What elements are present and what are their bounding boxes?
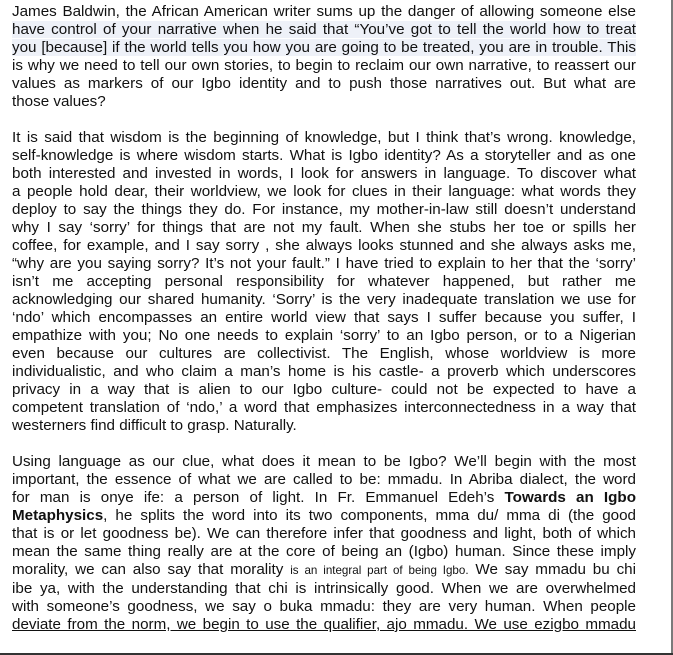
book-title-part2: Metaphysics: [12, 507, 104, 524]
text-line: important, the essence of what we are called to be: mmadu. In Abriba dialect, the word: [12, 471, 636, 488]
text-line: James Baldwin, the African American writer sums up the danger of allowing someone else: [12, 3, 636, 20]
text-line: deviate from the norm, we begin to use the qualifier, ajo mmadu. We use ezigbo mmadu: [12, 616, 636, 633]
text-segment: , he splits the word into its two components, mma du/ mma di (the good: [103, 507, 636, 524]
text-line: [12, 507, 636, 525]
text-line: coffee, for example, and I say sorry , she always looks stunned and she always asks me,: [12, 237, 636, 254]
text-line: even because our cultures are collectivist. The English, whose worldview is more: [12, 345, 636, 362]
text-segment: for man is onye ife: a person of light. In Fr. Emmanuel Edeh’s: [12, 489, 495, 506]
text-line: a people hold dear, their worldview, we look for clues in their language: what words they: [12, 183, 636, 200]
text-line: with someone’s goodness, we say o buka mmadu: they are very human. When people: [12, 598, 636, 615]
text-line: mean the same thing really are at the core of being an (Igbo) human. Since these imply: [12, 543, 636, 560]
text-line: empathize with you; No one needs to explain ‘sorry’ to an Igbo person, or to a Nigerian: [12, 327, 636, 344]
text-line: acknowledging our shared humanity. ‘Sorry’ is the very inadequate translation we use for: [12, 291, 636, 308]
document-body: [12, 3, 636, 634]
text-line: why I say ‘sorry’ for things that are not my fault. When she stubs her toe or spills her: [12, 219, 636, 236]
text-line: [12, 39, 636, 57]
text-line: those values?: [12, 93, 106, 110]
text-line: competent translation of ‘ndo,’ a word that emphasizes interconnectedness in a way that: [12, 399, 636, 416]
text-line: self-knowledge is where wisdom starts. What is Igbo identity? As a storyteller and as one: [12, 147, 636, 164]
text-line: isn’t me accepting personal responsibility for whatever happened, but rather me: [12, 273, 636, 290]
text-line: westerners find difficult to grasp. Naturally.: [12, 417, 297, 434]
paragraph-igbo-language: [12, 453, 636, 634]
text-line: individualistic, and who claim a man’s home is his castle- a proverb which underscores: [12, 363, 636, 380]
book-title-part1: Towards an Igbo: [504, 489, 636, 506]
text-line: ibe ya, with the understanding that chi is intrinsically good. When we are overwhelmed: [12, 580, 636, 597]
text-line: [12, 561, 636, 580]
text-line: [12, 489, 636, 507]
paragraph-wisdom-ndo: [12, 129, 636, 435]
text-segment: We say mmadu bu chi: [468, 561, 636, 578]
text-line: is why we need to tell our own stories, to begin to reclaim our own narrative, to reassert our: [12, 57, 636, 74]
text-line: that is or let goodness be). We can therefore infer that goodness and light, both of which: [12, 525, 636, 542]
text-line: [12, 21, 636, 39]
text-line: Using language as our clue, what does it mean to be Igbo? We’ll begin with the most: [12, 453, 636, 470]
text-line: privacy in a way that is alien to our Igbo culture- could not be expected to have a: [12, 381, 636, 398]
text-line: “why are you saying sorry? It’s not your fault.” I have tried to explain to her that the ‘sorry’: [12, 255, 636, 272]
text-line: values as markers of our Igbo identity and to push those narratives out. But what are: [12, 75, 636, 92]
highlighted-text: you [because] if the world tells you how you are going to be treated, you are in trouble. This: [12, 39, 636, 56]
text-line: ‘ndo’ which encompasses an entire world view that says I suffer because you suffer, I: [12, 309, 636, 326]
text-line: both interested and invested in words, I look for answers in language. To discover what: [12, 165, 636, 182]
small-text-segment: is an integral part of being Igbo.: [290, 564, 469, 577]
highlighted-text: have control of your narrative when he said that “You’ve got to tell the world how to treat: [12, 21, 636, 38]
text-line: It is said that wisdom is the beginning of knowledge, but I think that’s wrong. knowledge,: [12, 129, 636, 146]
text-line: deploy to say the things they do. For instance, my mother-in-law still doesn’t understand: [12, 201, 636, 218]
paragraph-baldwin-quote: [12, 3, 636, 111]
text-segment: morality, we can also say that morality: [12, 561, 284, 578]
